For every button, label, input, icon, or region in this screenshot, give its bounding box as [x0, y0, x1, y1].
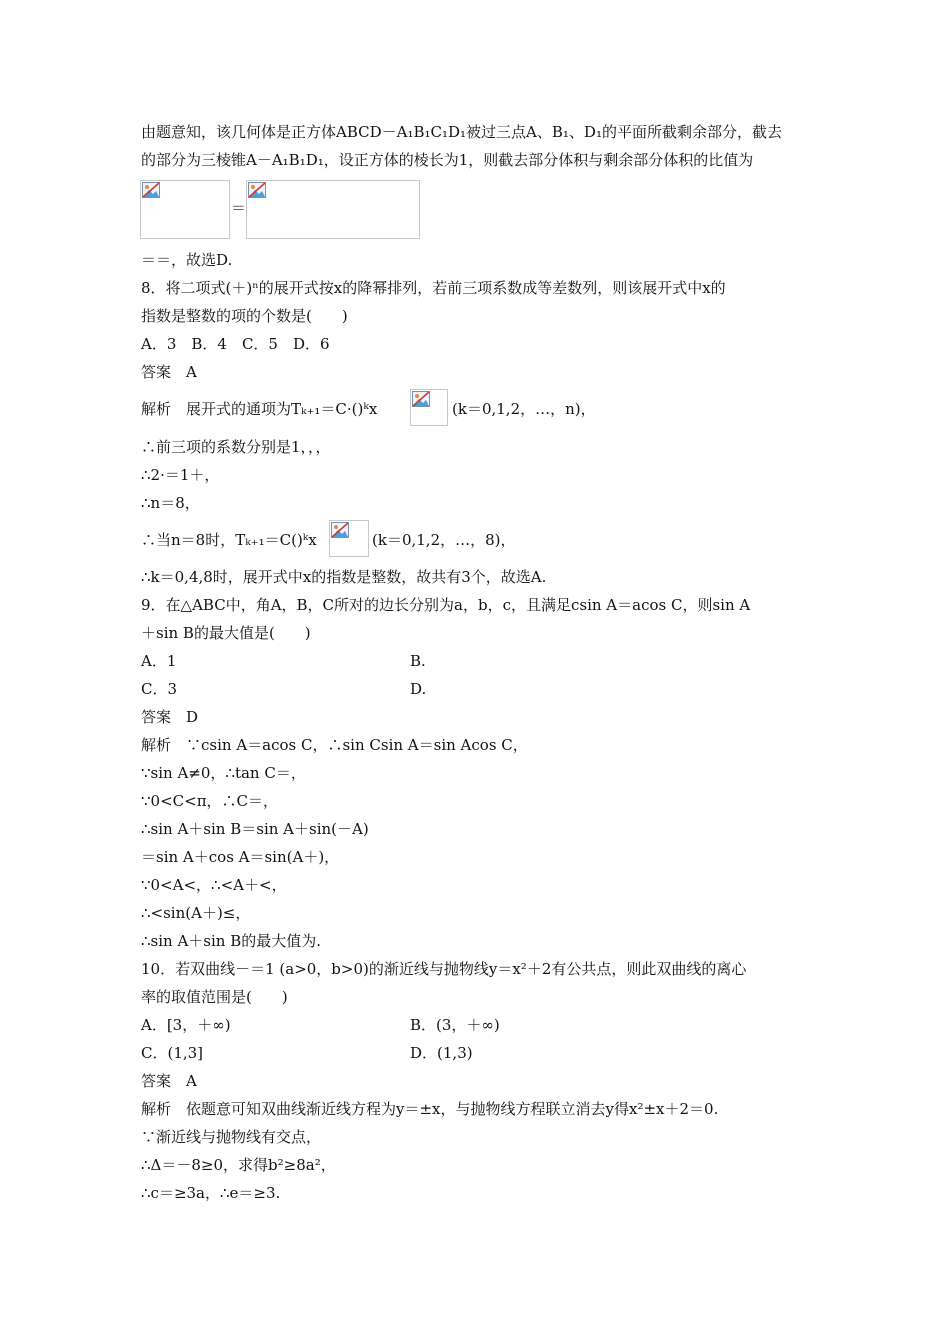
solution-line: ∴n＝8，	[141, 494, 200, 512]
solution-line: ∴<sin(A＋)≤，	[141, 904, 251, 922]
solution-line: ∴sin A＋sin B的最大值为.	[141, 932, 322, 950]
solution-line: ∴2·＝1＋，	[141, 466, 220, 484]
text-line: 由题意知，该几何体是正方体ABCD－A₁B₁C₁D₁被过三点A、B₁、D₁的平面所截剩余部分，截去	[141, 123, 782, 141]
solution-line: ∵渐近线与抛物线有交点，	[141, 1128, 322, 1146]
option-c: C．(1,3]	[141, 1044, 204, 1062]
solution-line: 解析 ∵csin A＝acos C，∴sin Csin A＝sin Acos C，	[141, 736, 528, 754]
option-a: A．1	[141, 652, 177, 670]
solution-line: ∴当n＝8时，Tₖ₊₁＝C()ᵏx	[141, 531, 317, 549]
broken-image	[140, 180, 230, 239]
question-9-stem: ＋sin B的最大值是( )	[141, 624, 311, 642]
solution-line: 解析 依题意可知双曲线渐近线方程为y＝±x，与抛物线方程联立消去y得x²±x＋2＝0.	[141, 1100, 719, 1118]
broken-image	[410, 389, 448, 426]
broken-image	[246, 180, 420, 239]
question-10-stem: 率的取值范围是( )	[141, 988, 288, 1006]
option-d: D．(1,3)	[410, 1044, 473, 1062]
question-8-options: A．3 B．4 C．5 D．6	[141, 335, 330, 353]
solution-line: ∴k＝0,4,8时，展开式中x的指数是整数，故共有3个，故选A.	[141, 568, 547, 586]
option-c: C．3	[141, 680, 178, 698]
solution-line: ∴c＝≥3a，∴e＝≥3.	[141, 1184, 281, 1202]
question-10-stem: 10．若双曲线－＝1 (a>0，b>0)的渐近线与抛物线y＝x²＋2有公共点，则此双曲线的离心	[141, 960, 747, 978]
solution-line: ∵sin A≠0，∴tan C＝，	[141, 764, 306, 782]
solution-line: ∴前三项的系数分别是1，，，	[141, 438, 331, 456]
equals-sign: ＝	[231, 199, 247, 217]
question-9-stem: 9．在△ABC中，角A，B，C所对的边长分别为a，b，c，且满足csin A＝acos C，则sin A	[141, 596, 751, 614]
text-line: 的部分为三棱锥A－A₁B₁D₁，设正方体的棱长为1，则截去部分体积与剩余部分体积的比值为	[141, 151, 754, 169]
solution-line: (k＝0,1,2，…，8)，	[372, 531, 516, 549]
broken-image	[329, 520, 369, 557]
solution-line: (k＝0,1,2，…，n)，	[452, 400, 596, 418]
answer-label: 答案 D	[141, 708, 199, 726]
option-b: B．(3，＋∞)	[410, 1016, 500, 1034]
solution-line: ＝sin A＋cos A＝sin(A＋)，	[141, 848, 340, 866]
solution-line: 解析 展开式的通项为Tₖ₊₁＝C·()ᵏx	[141, 400, 378, 418]
answer-label: 答案 A	[141, 1072, 197, 1090]
answer-label: 答案 A	[141, 363, 197, 381]
solution-line: ∵0<C<π，∴C＝，	[141, 792, 279, 810]
question-8-stem: 8．将二项式(＋)ⁿ的展开式按x的降幂排列，若前三项系数成等差数列，则该展开式中x的	[141, 279, 726, 297]
broken-image-icon	[142, 182, 160, 198]
solution-line: ∴Δ＝－8≥0，求得b²≥8a²，	[141, 1156, 336, 1174]
text-line: ＝＝，故选D.	[141, 251, 233, 269]
broken-image-icon	[412, 391, 430, 407]
option-b: B.	[410, 652, 426, 670]
broken-image-icon	[248, 182, 266, 198]
option-d: D.	[410, 680, 427, 698]
broken-image-icon	[331, 522, 349, 538]
question-8-stem: 指数是整数的项的个数是( )	[141, 307, 348, 325]
solution-line: ∴sin A＋sin B＝sin A＋sin(－A)	[141, 820, 369, 838]
solution-line: ∵0<A<，∴<A＋<，	[141, 876, 287, 894]
option-a: A．[3，＋∞)	[141, 1016, 231, 1034]
